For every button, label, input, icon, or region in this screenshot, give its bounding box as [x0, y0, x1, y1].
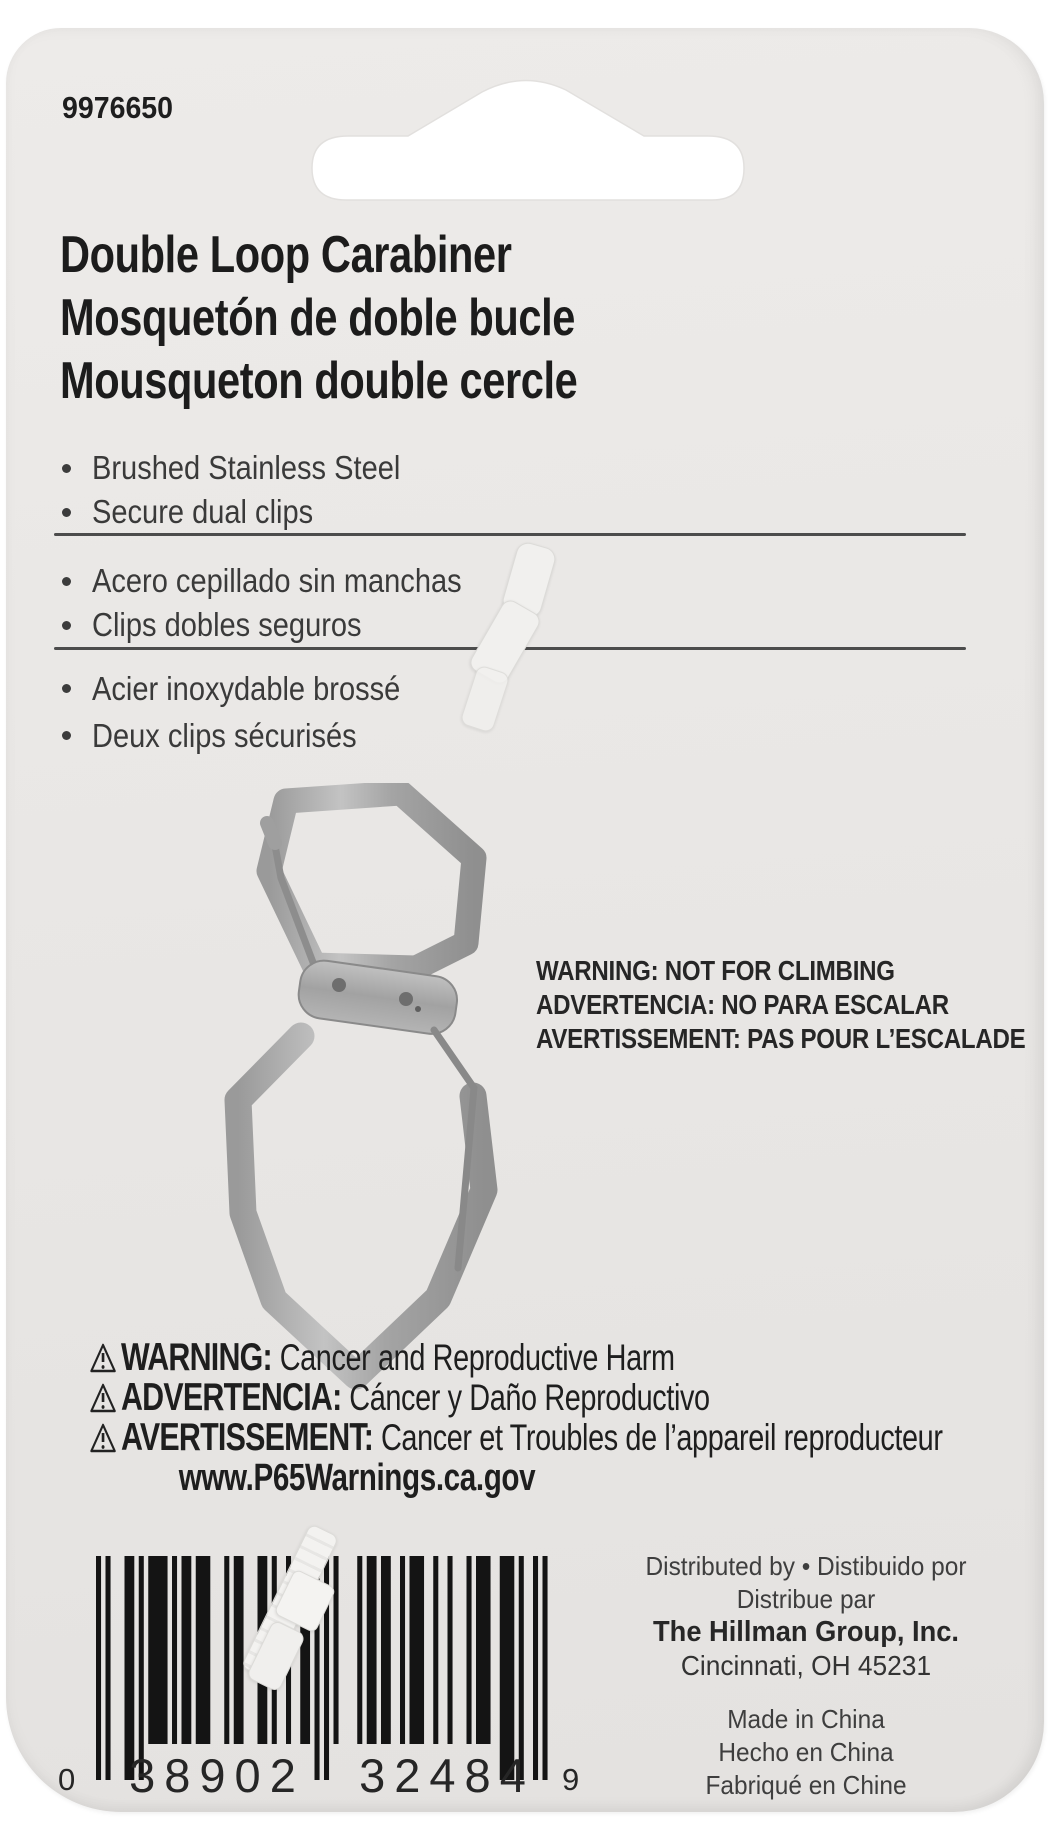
feature-list-es [54, 559, 854, 647]
feature-text: Acero cepillado sin manchas [92, 562, 462, 599]
origin-es: Hecho en China [718, 1737, 894, 1767]
product-title-en: Double Loop Carabiner [60, 226, 512, 284]
distributor-city: Cincinnati, OH 45231 [680, 1650, 932, 1681]
warning-triangle-icon [89, 1381, 117, 1415]
prop65-label: WARNING: [120, 1336, 272, 1379]
feature-text: Brushed Stainless Steel [92, 449, 401, 486]
origin-en: Made in China [727, 1704, 885, 1734]
product-sku: 9976650 [62, 90, 174, 125]
prop65-url: www.P65Warnings.ca.gov [178, 1456, 536, 1499]
product-title-fr: Mousqueton double cercle [60, 352, 578, 410]
carabiner-product-image [171, 783, 501, 1393]
feature-item [54, 665, 854, 712]
carabiner-rivet-dot [415, 1006, 421, 1012]
feature-item [54, 712, 854, 759]
distributed-by-line: Distributed by • Distibuido por [645, 1551, 967, 1581]
prop65-label: AVERTISSEMENT: [120, 1416, 374, 1459]
feature-text: Secure dual clips [92, 493, 314, 530]
distributor-block [585, 1550, 1027, 1802]
product-title [60, 224, 780, 413]
carabiner-gate-hook [267, 823, 275, 843]
bullet-icon [62, 577, 71, 586]
packaging-card [6, 28, 1044, 1812]
carabiner-bottom-loop [238, 1036, 484, 1376]
climbing-warning-fr: AVERTISSEMENT: PAS POUR L’ESCALADE [536, 1023, 1026, 1054]
bullet-icon [62, 464, 71, 473]
hang-hole [306, 78, 751, 203]
bullet-icon [62, 684, 71, 693]
barcode-digits-right: 32484 [359, 1749, 535, 1802]
feature-item [54, 603, 854, 647]
feature-text: Acier inoxydable brossé [92, 670, 401, 707]
warning-triangle-icon [89, 1341, 117, 1375]
origin-block [585, 1703, 1027, 1802]
distribue-par-line: Distribue par [736, 1584, 876, 1614]
barcode-digit-lead: 0 [58, 1762, 76, 1797]
bullet-icon [62, 621, 71, 630]
distributor-name: The Hillman Group, Inc. [653, 1616, 959, 1648]
divider-line [54, 533, 966, 536]
prop65-warning-block [89, 1338, 1009, 1498]
warning-triangle-icon [89, 1421, 117, 1455]
feature-item [54, 559, 854, 603]
prop65-line [89, 1378, 1009, 1418]
feature-list-fr [54, 665, 854, 759]
carabiner-rivet [332, 978, 346, 992]
feature-text: Deux clips sécurisés [92, 717, 357, 754]
barcode-digits-left: 38902 [129, 1749, 305, 1802]
bullet-icon [62, 508, 71, 517]
carabiner-rivet [399, 992, 413, 1006]
climbing-warning-en: WARNING: NOT FOR CLIMBING [536, 955, 895, 986]
prop65-label: ADVERTENCIA: [120, 1376, 342, 1419]
climbing-warning [536, 954, 1025, 1056]
climbing-warning-es: ADVERTENCIA: NO PARA ESCALAR [536, 989, 949, 1020]
feature-text: Clips dobles seguros [92, 606, 362, 643]
bullet-icon [62, 731, 71, 740]
prop65-text: Cancer et Troubles de l’appareil reproducteur [380, 1417, 943, 1458]
barcode-digit-check: 9 [562, 1762, 580, 1797]
carabiner-top-loop [269, 793, 474, 968]
origin-fr: Fabriqué en Chine [705, 1770, 907, 1800]
prop65-line [89, 1338, 1009, 1378]
prop65-text: Cáncer y Daño Reproductivo [349, 1377, 710, 1418]
feature-list-en [54, 446, 854, 534]
product-title-es: Mosquetón de doble bucle [60, 289, 576, 347]
feature-item [54, 446, 854, 490]
upc-barcode [56, 1550, 616, 1808]
feature-item [54, 490, 854, 534]
prop65-text: Cancer and Reproductive Harm [279, 1337, 675, 1378]
prop65-line [89, 1418, 1009, 1458]
